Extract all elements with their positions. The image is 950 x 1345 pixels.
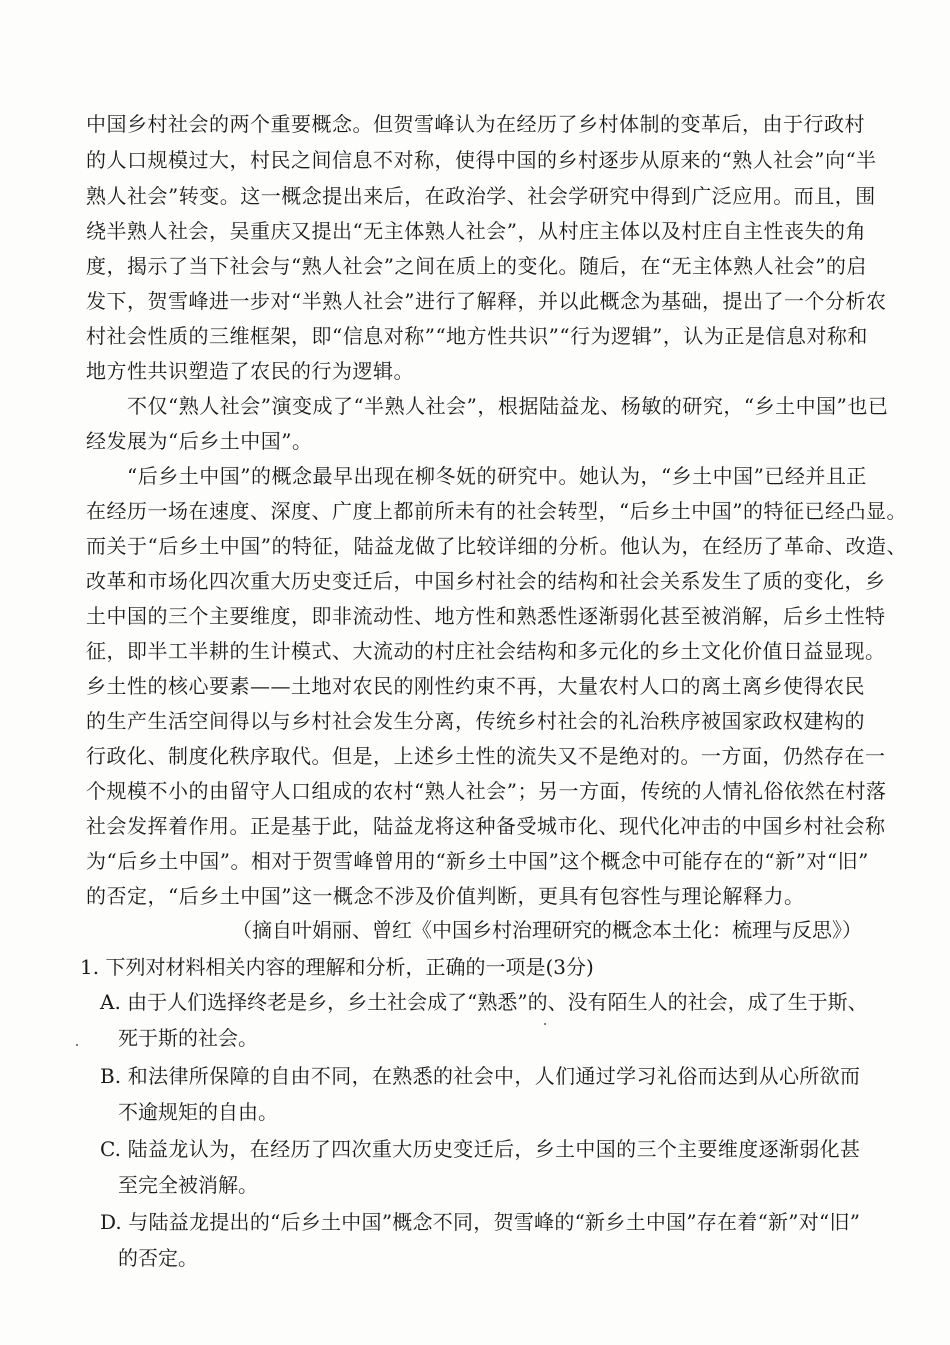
passage-line: 不仅“熟人社会”演变成了“半熟人社会”，根据陆益龙、杨敏的研究，“乡土中国”也已	[86, 394, 889, 418]
option-d[interactable]: D. 与陆益龙提出的“后乡土中国”概念不同，贺雪峰的“新乡土中国”存在着“新”对“旧”	[100, 1210, 860, 1234]
scan-speck	[76, 1044, 78, 1046]
passage-line: 绕半熟人社会，吴重庆又提出“无主体熟人社会”，从村庄主体以及村庄自主性丧失的角	[86, 219, 866, 243]
option-c-continuation: 至完全被消解。	[118, 1173, 258, 1197]
passage-line: 的生产生活空间得以与乡村社会发生分离，传统乡村社会的礼治秩序被国家政权建构的	[86, 709, 865, 733]
passage-line: 的否定，“后乡土中国”这一概念不涉及价值判断，更具有包容性与理论解释力。	[86, 884, 805, 908]
option-b-continuation: 不逾规矩的自由。	[118, 1100, 278, 1124]
passage-line: 改革和市场化四次重大历史变迁后，中国乡村社会的结构和社会关系发生了质的变化，乡	[86, 569, 886, 593]
passage-line: 个规模不小的由留守人口组成的农村“熟人社会”；另一方面，传统的人情礼俗依然在村落	[86, 779, 887, 803]
passage-line: 度，揭示了当下社会与“熟人社会”之间在质上的变化。随后，在“无主体熟人社会”的启	[86, 254, 867, 278]
passage-line: 社会发挥着作用。正是基于此，陆益龙将这种备受城市化、现代化冲击的中国乡村社会称	[86, 814, 886, 838]
passage-line: 行政化、制度化秩序取代。但是，上述乡土性的流失又不是绝对的。一方面，仍然存在一	[86, 744, 886, 768]
passage-line: 熟人社会”转变。这一概念提出来后，在政治学、社会学研究中得到广泛应用。而且，围	[86, 184, 876, 208]
option-a[interactable]: A. 由于人们选择终老是乡，乡土社会成了“熟悉”的、没有陌生人的社会，成了生于斯、	[100, 990, 868, 1014]
passage-line: 村社会性质的三维框架，即“信息对称”“地方性共识”“行为逻辑”，认为正是信息对称和	[86, 324, 868, 348]
passage-line: 的人口规模过大，村民之间信息不对称，使得中国的乡村逐步从原来的“熟人社会”向“半	[86, 148, 877, 172]
passage-line: 经发展为“后乡土中国”。	[86, 429, 313, 453]
passage-line: 土中国的三个主要维度，即非流动性、地方性和熟悉性逐渐弱化甚至被消解，后乡土性特	[86, 604, 886, 628]
question-stem: 1. 下列对材料相关内容的理解和分析，正确的一项是(3分)	[80, 955, 594, 979]
passage-line: 乡土性的核心要素——土地对农民的刚性约束不再，大量农村人口的离土离乡使得农民	[86, 674, 865, 698]
passage-line: 发下，贺雪峰进一步对“半熟人社会”进行了解释，并以此概念为基础，提出了一个分析农	[86, 289, 887, 313]
option-d-continuation: 的否定。	[118, 1246, 198, 1270]
passage-line: 在经历一场在速度、深度、广度上都前所未有的社会转型，“后乡土中国”的特征已经凸显。	[86, 499, 907, 523]
scan-speck	[544, 1023, 546, 1025]
option-a-continuation: 死于斯的社会。	[118, 1026, 258, 1050]
passage-line: 中国乡村社会的两个重要概念。但贺雪峰认为在经历了乡村体制的变革后，由于行政村	[86, 112, 865, 136]
passage-line: 为“后乡土中国”。相对于贺雪峰曾用的“新乡土中国”这个概念中可能存在的“新”对“旧”	[86, 849, 869, 873]
passage-line: 征，即半工半耕的生计模式、大流动的村庄社会结构和多元化的乡土文化价值日益显现。	[86, 639, 886, 663]
passage-line: 而关于“后乡土中国”的特征，陆益龙做了比较详细的分析。他认为，在经历了革命、改造、	[86, 534, 907, 558]
option-b[interactable]: B. 和法律所保障的自由不同，在熟悉的社会中，人们通过学习礼俗而达到从心所欲而	[100, 1064, 860, 1088]
source-citation: （摘自叶娟丽、曾红《中国乡村治理研究的概念本土化：梳理与反思》）	[232, 918, 862, 942]
passage-line: “后乡土中国”的概念最早出现在柳冬妩的研究中。她认为，“乡土中国”已经并且正	[86, 464, 867, 488]
passage-line: 地方性共识塑造了农民的行为逻辑。	[86, 359, 414, 383]
option-c[interactable]: C. 陆益龙认为，在经历了四次重大历史变迁后，乡土中国的三个主要维度逐渐弱化甚	[100, 1137, 860, 1161]
